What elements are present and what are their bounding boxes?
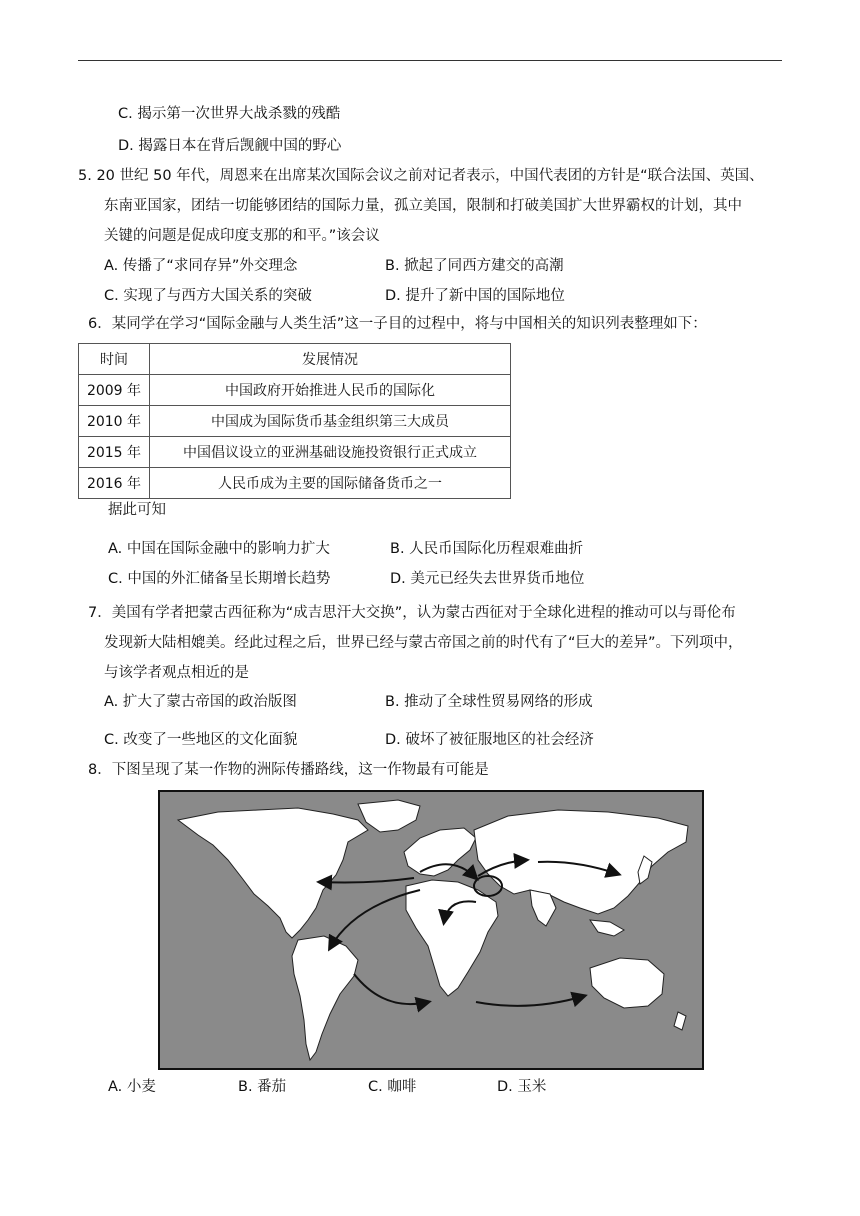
table-cell-event: 中国政府开始推进人民币的国际化 <box>150 375 511 406</box>
header-rule <box>78 60 782 61</box>
q8-option-b: B. 番茄 <box>238 1079 287 1095</box>
q6-option-c: C. 中国的外汇储备呈长期增长趋势 <box>108 571 331 587</box>
q6-stem: 6．某同学在学习“国际金融与人类生活”这一子目的过程中，将与中国相关的知识列表整理如下： <box>88 316 707 332</box>
q8-option-c: C. 咖啡 <box>368 1079 417 1095</box>
q6-conclusion: 据此可知 <box>108 502 166 518</box>
knowledge-table <box>78 343 511 499</box>
table-row <box>79 437 511 468</box>
q7-option-b: B. 推动了全球性贸易网络的形成 <box>385 694 593 710</box>
table-cell-year: 2010 年 <box>79 406 150 437</box>
q7-stem-line3: 与该学者观点相近的是 <box>104 665 249 681</box>
world-map-crop-route <box>158 790 704 1070</box>
table-cell-event: 人民币成为主要的国际储备货币之一 <box>150 468 511 499</box>
q7-option-a: A. 扩大了蒙古帝国的政治版图 <box>104 694 297 710</box>
q5-option-a: A. 传播了“求同存异”外交理念 <box>104 258 298 274</box>
q5-option-b: B. 掀起了同西方建交的高潮 <box>385 258 564 274</box>
q7-option-c: C. 改变了一些地区的文化面貌 <box>104 732 298 748</box>
q7-option-d: D. 破坏了被征服地区的社会经济 <box>385 732 594 748</box>
q4-option-d: D. 揭露日本在背后觊觎中国的野心 <box>118 138 342 154</box>
q7-stem-line2: 发现新大陆相媲美。经此过程之后，世界已经与蒙古帝国之前的时代有了“巨大的差异”。下列项中， <box>104 635 743 651</box>
table-cell-year: 2016 年 <box>79 468 150 499</box>
q8-option-a: A. 小麦 <box>108 1079 156 1095</box>
q5-option-d: D. 提升了新中国的国际地位 <box>385 288 565 304</box>
q6-option-d: D. 美元已经失去世界货币地位 <box>390 571 585 587</box>
table-row <box>79 406 511 437</box>
table-cell-year: 2009 年 <box>79 375 150 406</box>
q5-stem-line1: 5. 20 世纪 50 年代，周恩来在出席某次国际会议之前对记者表示，中国代表团的方针是“联合法国、英国、 <box>78 168 764 184</box>
table-cell-event: 中国倡议设立的亚洲基础设施投资银行正式成立 <box>150 437 511 468</box>
q5-option-c: C. 实现了与西方大国关系的突破 <box>104 288 312 304</box>
table-row <box>79 375 511 406</box>
q6-option-b: B. 人民币国际化历程艰难曲折 <box>390 541 584 557</box>
q7-stem-line1: 7．美国有学者把蒙古西征称为“成吉思汗大交换”，认为蒙古西征对于全球化进程的推动可以与哥伦布 <box>88 605 736 621</box>
q8-stem: 8．下图呈现了某一作物的洲际传播路线，这一作物最有可能是 <box>88 762 489 778</box>
q4-option-c: C. 揭示第一次世界大战杀戮的残酷 <box>118 106 341 122</box>
table-row <box>79 468 511 499</box>
table-cell-event: 中国成为国际货币基金组织第三大成员 <box>150 406 511 437</box>
table-header-development: 发展情况 <box>150 344 511 375</box>
table-header-time: 时间 <box>79 344 150 375</box>
q8-option-d: D. 玉米 <box>497 1079 547 1095</box>
q5-stem-line3: 关键的问题是促成印度支那的和平。”该会议 <box>104 228 380 244</box>
table-cell-year: 2015 年 <box>79 437 150 468</box>
table-header-row <box>79 344 511 375</box>
q5-stem-line2: 东南亚国家，团结一切能够团结的国际力量，孤立美国，限制和打破美国扩大世界霸权的计划，其中 <box>104 198 742 214</box>
q6-option-a: A. 中国在国际金融中的影响力扩大 <box>108 541 330 557</box>
